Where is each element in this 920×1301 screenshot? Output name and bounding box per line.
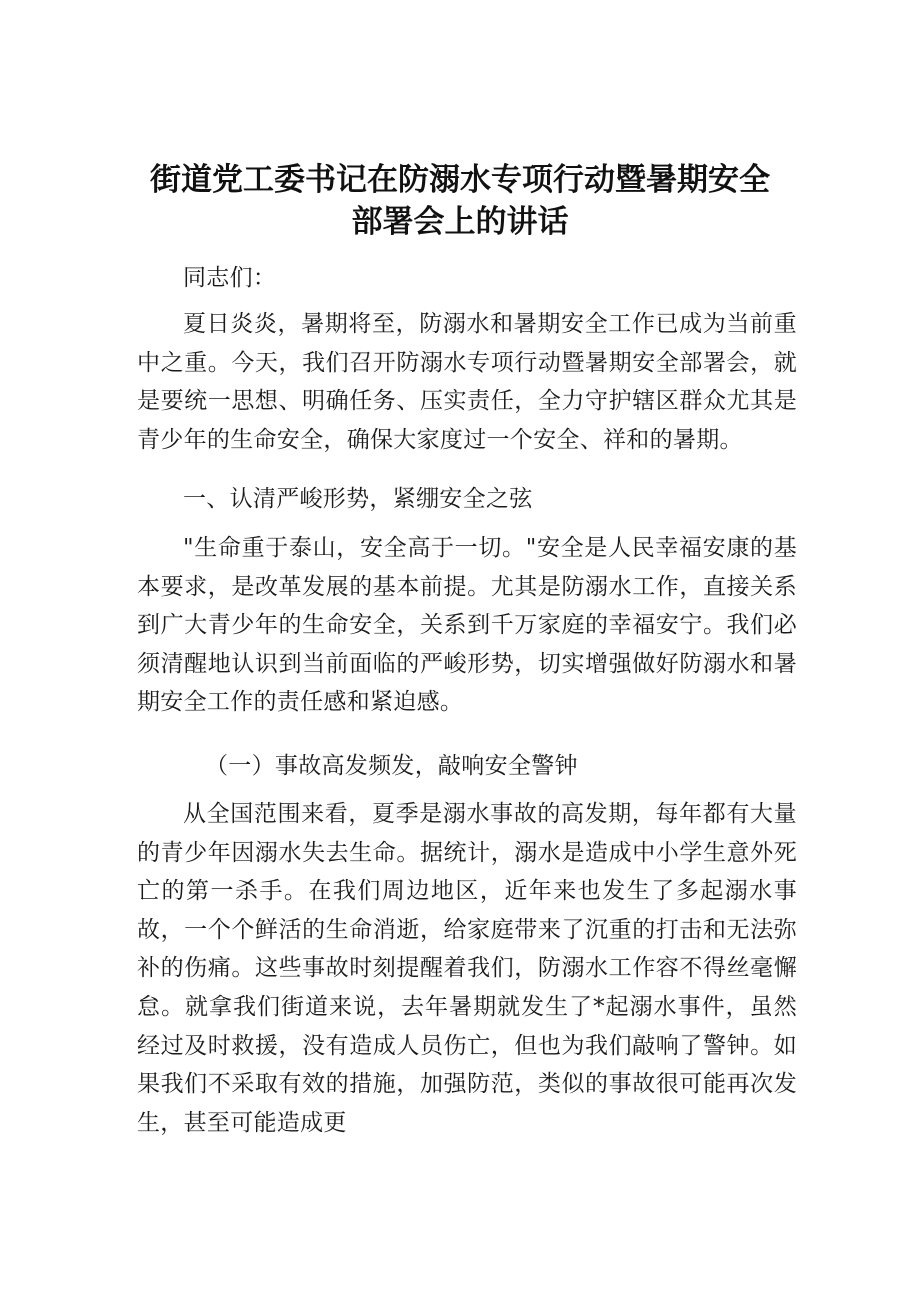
document-title-line-2: 部署会上的讲话 bbox=[351, 204, 569, 240]
salutation: 同志们： bbox=[183, 265, 277, 291]
section-1-paragraph: "生命重于泰山，安全高于一切。"安全是人民幸福安康的基本要求，是改革发展的基本前提。尤其是防溺水工作，直接关系到广大青少年的生命安全，关系到千万家庭的幸福安宁。我们必须清醒地认识到当前面临的严峻形势，切实增强做好防溺水和暑期安全工作的责任感和紧迫感。 bbox=[137, 535, 797, 716]
subsection-1-paragraph: 从全国范围来看，夏季是溺水事故的高发期，每年都有大量的青少年因溺水失去生命。据统计，溺水是造成中小学生意外死亡的第一杀手。在我们周边地区，近年来也发生了多起溺水事故，一个个鲜活的生命消逝，给家庭带来了沉重的打击和无法弥补的伤痛。这些事故时刻提醒着我们，防溺水工作容不得丝毫懈怠。就拿我们街道来说，去年暑期就发生了*起溺水事件，虽然经过及时救援，没有造成人员伤亡，但也为我们敲响了警钟。如果我们不采取有效的措施，加强防范，类似的事故很可能再次发生，甚至可能造成更 bbox=[137, 801, 797, 1136]
document-title-line-1: 街道党工委书记在防溺水专项行动暨暑期安全 bbox=[150, 162, 770, 198]
intro-paragraph: 夏日炎炎，暑期将至，防溺水和暑期安全工作已成为当前重中之重。今天，我们召开防溺水专项行动暨暑期安全部署会，就是要统一思想、明确任务、压实责任，全力守护辖区群众尤其是青少年的生命安全，确保大家度过一个安全、祥和的暑期。 bbox=[137, 311, 797, 453]
section-1-heading: 一、认清严峻形势，紧绷安全之弦 bbox=[183, 486, 533, 512]
subsection-1-heading: （一）事故高发频发，敲响安全警钟 bbox=[205, 753, 578, 779]
